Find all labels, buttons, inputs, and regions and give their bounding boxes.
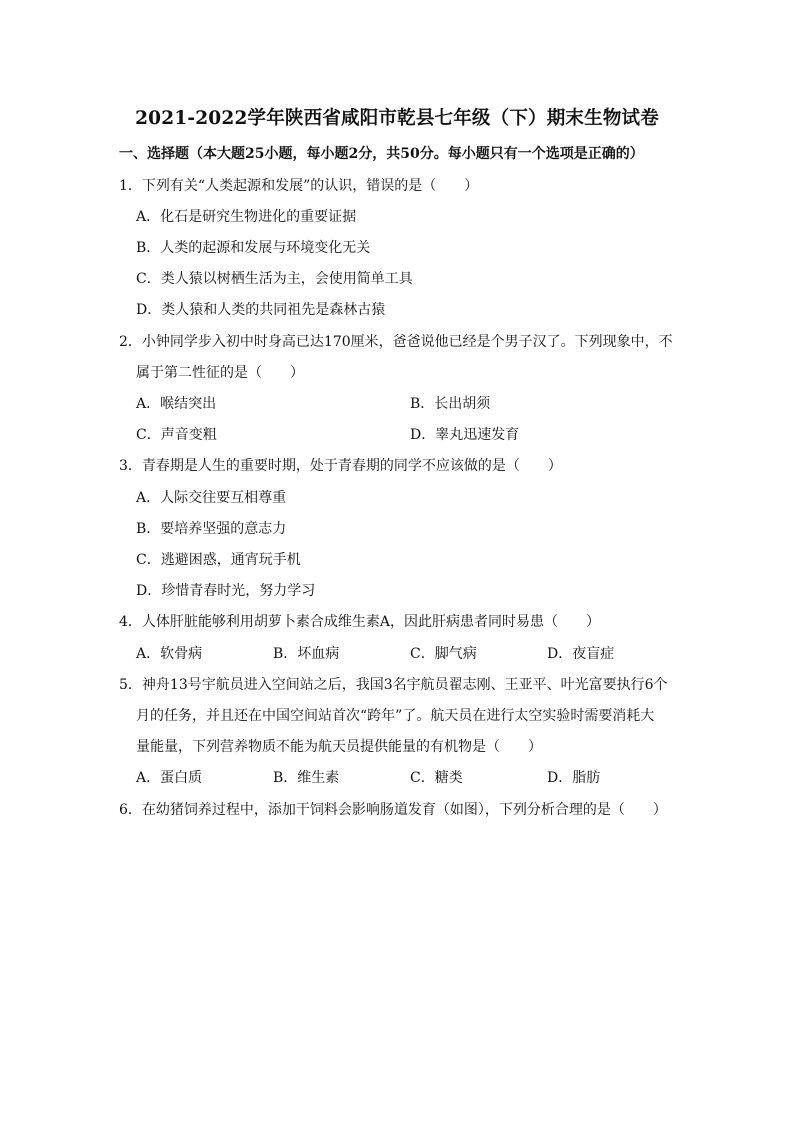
section-heading: 一、选择题（本大题25小题，每小题2分，共50分。每小题只有一个选项是正确的） <box>119 146 644 162</box>
question-3-option-a: A．人际交往要互相尊重 <box>136 490 287 506</box>
question-5-stem-line-3: 量能量，下列营养物质不能为航天员提供能量的有机物是（ ） <box>136 739 542 755</box>
question-4-option-d: D．夜盲症 <box>547 646 615 662</box>
question-3-stem: 3．青春期是人生的重要时期，处于青春期的同学不应该做的是（ ） <box>119 458 562 474</box>
question-1-option-a: A．化石是研究生物进化的重要证据 <box>136 209 357 225</box>
question-5-option-a: A．蛋白质 <box>136 770 203 786</box>
question-2-option-d: D．睾丸迅速发育 <box>410 427 520 443</box>
question-3-option-b: B．要培养坚强的意志力 <box>136 521 287 537</box>
question-5-option-c: C．糖类 <box>410 770 463 786</box>
question-5-stem-line-2: 月的任务，并且还在中国空间站首次“跨年”了。航天员在进行太空实验时需要消耗大 <box>136 708 655 724</box>
question-1-stem: 1．下列有关“人类起源和发展”的认识，错误的是（ ） <box>119 178 479 194</box>
page-title: 2021-2022学年陕西省咸阳市乾县七年级（下）期末生物试卷 <box>135 108 659 129</box>
question-5-option-b: B．维生素 <box>273 770 340 786</box>
question-1-option-d: D．类人猿和人类的共同祖先是森林古猿 <box>136 302 386 318</box>
question-3-option-d: D．珍惜青春时光，努力学习 <box>136 583 316 599</box>
question-2-stem-line-2: 属于第二性征的是（ ） <box>136 365 304 381</box>
question-5-option-d: D．脂肪 <box>547 770 601 786</box>
question-4-stem: 4．人体肝脏能够利用胡萝卜素合成维生素A，因此肝病患者同时易患（ ） <box>119 614 601 630</box>
question-2-stem-line-1: 2．小钟同学步入初中时身高已达170厘米，爸爸说他已经是个男子汉了。下列现象中，不 <box>119 334 673 350</box>
question-1-option-c: C．类人猿以树栖生活为主，会使用简单工具 <box>136 271 413 287</box>
question-4-option-c: C．脚气病 <box>410 646 477 662</box>
question-5-stem-line-1: 5．神舟13号宇航员进入空间站之后，我国3名宇航员翟志刚、王亚平、叶光富要执行6个 <box>119 677 668 693</box>
question-6-stem: 6．在幼猪饲养过程中，添加干饲料会影响肠道发育（如图），下列分析合理的是（ ） <box>119 802 667 818</box>
question-2-option-c: C．声音变粗 <box>136 427 217 443</box>
question-3-option-c: C．逃避困惑，通宵玩手机 <box>136 552 301 568</box>
question-2-option-b: B．长出胡须 <box>410 396 491 412</box>
question-1-option-b: B．人类的起源和发展与环境变化无关 <box>136 240 371 256</box>
question-4-option-b: B．坏血病 <box>273 646 340 662</box>
question-2-option-a: A．喉结突出 <box>136 396 217 412</box>
question-4-option-a: A．软骨病 <box>136 646 203 662</box>
